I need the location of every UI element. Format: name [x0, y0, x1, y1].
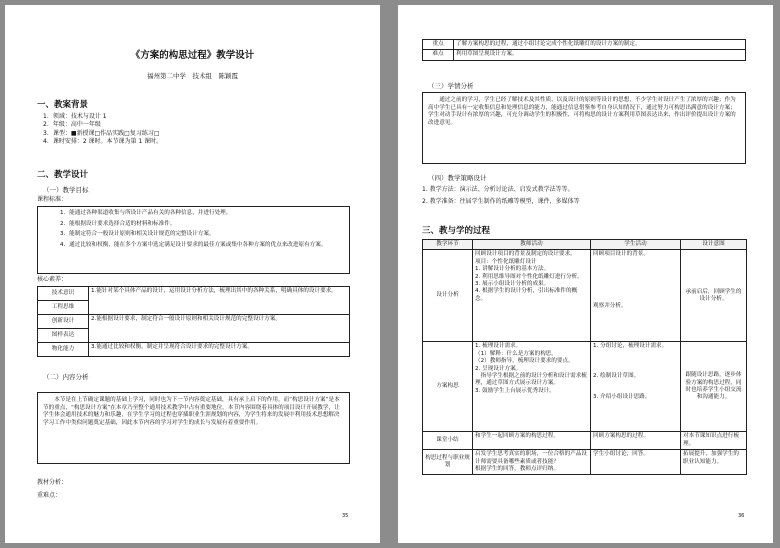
section-design-heading: 二、教学设计 — [37, 170, 89, 180]
standard-item: 4．通过比较和权衡，能在多个方案中选定满足设计要求的最佳方案或集中各种方案的优点来改进原有方案。 — [60, 241, 327, 248]
literacy-name: 创新设计 — [38, 315, 89, 329]
teacher-line: 2. 利用思维导图对个性化纸雕灯进行分析。 — [475, 273, 583, 280]
teacher-line: 1. 梳理设计需求。 — [475, 343, 522, 350]
literacy-name: 图样表达 — [38, 329, 89, 343]
content-heading: （二）内容分析 — [43, 373, 89, 381]
literacy-name: 工程思维 — [38, 301, 89, 315]
stage-cell: 构思过程与职业规划 — [423, 450, 473, 475]
strategy-item: 1. 教学方法：演示法、分析讨论法、启发式教学法等等。 — [422, 186, 574, 193]
teacher-line: 根据学生的回答，教师点评归纳。 — [475, 466, 559, 473]
header-stage: 教学环节 — [423, 240, 473, 250]
intent-cell: 承前启后，回顾学生的设计分析。 — [681, 250, 747, 342]
standard-item: 3．能制定符合一般设计原则和相关设计规范的完整设计方案。 — [60, 231, 215, 238]
teacher-line: 回顾设计项目的背景及制定的设计要求。 — [475, 251, 576, 258]
document-page-left — [5, 5, 380, 543]
intent-cell: 拓展提升，加强学生的职业认知能力。 — [681, 450, 747, 475]
teacher-line: 启发学生思考真实的职场，一位合格的产品设计师需要具备哪些素质或者技能？ — [475, 451, 587, 465]
student-line: 回顾项目设计的背景。 — [593, 251, 649, 258]
stage-cell: 课堂小结 — [423, 432, 473, 450]
key-text: 了解方案构思的过程，通过小组讨论完成个性化纸雕灯的设计方案的制定。 — [454, 40, 746, 50]
standard-item: 2．能根据设计要求选择合适的材料和标准件。 — [60, 220, 176, 227]
student-cell: 学生小组讨论，回答。 — [591, 450, 681, 475]
literacy-label: 核心素养： — [37, 276, 68, 283]
teacher-line: 4. 根据学生的设计分析，引出标准件的概念。 — [475, 288, 578, 302]
table-row — [423, 50, 746, 60]
strategy-heading: （四）教学策略设计 — [428, 174, 487, 182]
standards-box — [37, 206, 350, 274]
standard-label: 课程标准： — [37, 196, 68, 203]
doc-title: 《方案的构思过程》教学设计 — [130, 50, 255, 61]
background-item: 1．领域：技术与设计 1 — [43, 113, 107, 120]
literacy-table — [37, 286, 350, 357]
document-page-right — [398, 5, 773, 543]
strategy-list — [422, 186, 580, 207]
key-label: 难点 — [423, 50, 454, 60]
literacy-desc: 1.能针对某个具体产品的设计，运用设计分析方法，梳理出其中的各种关系，明确具体的设计要求。 — [89, 287, 350, 315]
table-row — [423, 450, 747, 475]
stage-cell: 方案构思 — [423, 342, 473, 432]
header-intent: 设计意图 — [681, 240, 747, 250]
student-analysis-box: 通过之前的学习，学生已经了解技术及其性质、以及设计的原则等设计的思想，不少学生对设计产生了浓厚的兴趣；作为高中学生已具有一定收集信息和处理信息的能力，能通过信息借鉴参考自身认知情况下，通过努力可构思出满意的设计方案；学生对动手设计有浓厚的兴趣，可充分调动学生的积极性，可将构思的设计方案利用草图表达出来，作出评价提出设计方案的改进意见。 — [422, 92, 746, 164]
teacher-line: 项目：个性化纸雕灯设计 — [475, 258, 537, 265]
teacher-line: 指导学生根据之前的设计分析和设计需求梳理，通过草图方式展示设计方案。 — [475, 373, 587, 387]
doc-author: 福州第二中学 技术组 陈颖霞 — [147, 72, 238, 80]
section-process-heading: 三、教与学的过程 — [422, 226, 491, 236]
strategy-item: 2. 教学准备：往届学生制作的纸雕等模型，课件，多媒体等 — [422, 198, 580, 206]
student-cell — [591, 250, 681, 342]
student-line: 3. 介绍小组设计思路。 — [593, 394, 651, 401]
table-row — [38, 343, 350, 357]
background-item: 4．课时安排：2 课时。本节课为第 1 课时。 — [43, 138, 163, 146]
teacher-line: 3. 展示小组设计分析的成果。 — [475, 281, 550, 288]
literacy-name: 物化能力 — [38, 343, 89, 357]
table-row — [423, 432, 747, 450]
content-box: 本节是在上节确定课题的基础上学习，同时也为下一节内容奠定基础，具有承上启下的作用。而“构思设计方案”是本节的重点，“构思设计方案”在本章乃至整个通用技术教学中占有重要地位。本节内容围绕着具体的项目设计开展教学，让学生体会通用技术的魅力和乐趣，在学生学习的过程也穿插职业生涯规划的内容，为学生将来的发展中利用技术思想解决学习工作中类似问题奠定基础，因此本节内容的学习对学生的成长与发展有着重要作用。 — [37, 392, 350, 464]
student-line: 1. 分组讨论，梳理设计需求。 — [593, 343, 668, 350]
stage-cell: 设计分析 — [423, 250, 473, 342]
teacher-line: （1）解释：什么是方案的构思。 — [475, 350, 557, 357]
background-list — [43, 113, 162, 147]
process-table — [422, 239, 747, 475]
teacher-line: （2）教师指导，梳理设计要求的要点。 — [475, 358, 574, 365]
table-row — [423, 40, 746, 50]
literacy-desc: 2.能根据设计要求，制定符合一般设计原则和相关设计规范的完整设计方案。 — [89, 315, 350, 343]
table-row — [38, 287, 350, 301]
intent-cell: 跟随设计思路，逐步体验方案的构思过程，同时也培养学生小组交流和沟通能力。 — [681, 342, 747, 432]
keypoint-label: 重难点： — [37, 492, 62, 499]
background-item: 2．年级：高中一年级 — [43, 121, 101, 129]
table-row — [423, 342, 747, 432]
student-cell: 回顾方案构思的过程。 — [591, 432, 681, 450]
teacher-cell — [473, 342, 591, 432]
literacy-desc: 3.能通过比较和权衡，制定并呈现符合设计要求的完整设计方案。 — [89, 343, 350, 357]
teacher-line: 3. 鼓励学生上台展示优秀设计。 — [475, 387, 555, 394]
section-background-heading: 一、教案背景 — [37, 100, 89, 110]
student-line: 2. 绘制设计草图。 — [593, 372, 640, 379]
teacher-cell — [473, 450, 591, 475]
student-cell — [591, 342, 681, 432]
table-row — [38, 315, 350, 329]
teacher-cell: 和学生一起回顾方案的构思过程。 — [473, 432, 591, 450]
key-label: 重点 — [423, 40, 454, 50]
table-header-row — [423, 240, 747, 250]
background-item: 3．课型：■新授课□作品实践□复习练习□ — [43, 129, 160, 137]
key-text: 利用草图呈现设计方案。 — [454, 50, 746, 60]
page-number: 35 — [342, 513, 349, 519]
page-number: 36 — [738, 513, 745, 519]
student-analysis-heading: （三）学情分析 — [428, 82, 474, 90]
goal-heading: （一）教学目标 — [43, 186, 89, 194]
key-points-table — [422, 39, 746, 61]
header-student: 学生活动 — [591, 240, 681, 250]
textbook-label: 教材分析： — [37, 479, 68, 486]
header-teacher: 教师活动 — [473, 240, 591, 250]
standard-item: 1．能通过各种渠道收集与所设计产品有关的各种信息，并进行处理。 — [60, 210, 232, 216]
teacher-line: 2. 呈现设计方案。 — [475, 365, 522, 372]
literacy-name: 技术意识 — [38, 287, 89, 301]
intent-cell: 对本节课知识点进行梳理。 — [681, 432, 747, 450]
table-row — [423, 250, 747, 342]
student-line: 观察并分析。 — [593, 302, 627, 309]
teacher-line: 1. 讲解设计分析的基本方法。 — [475, 266, 550, 273]
teacher-cell — [473, 250, 591, 342]
